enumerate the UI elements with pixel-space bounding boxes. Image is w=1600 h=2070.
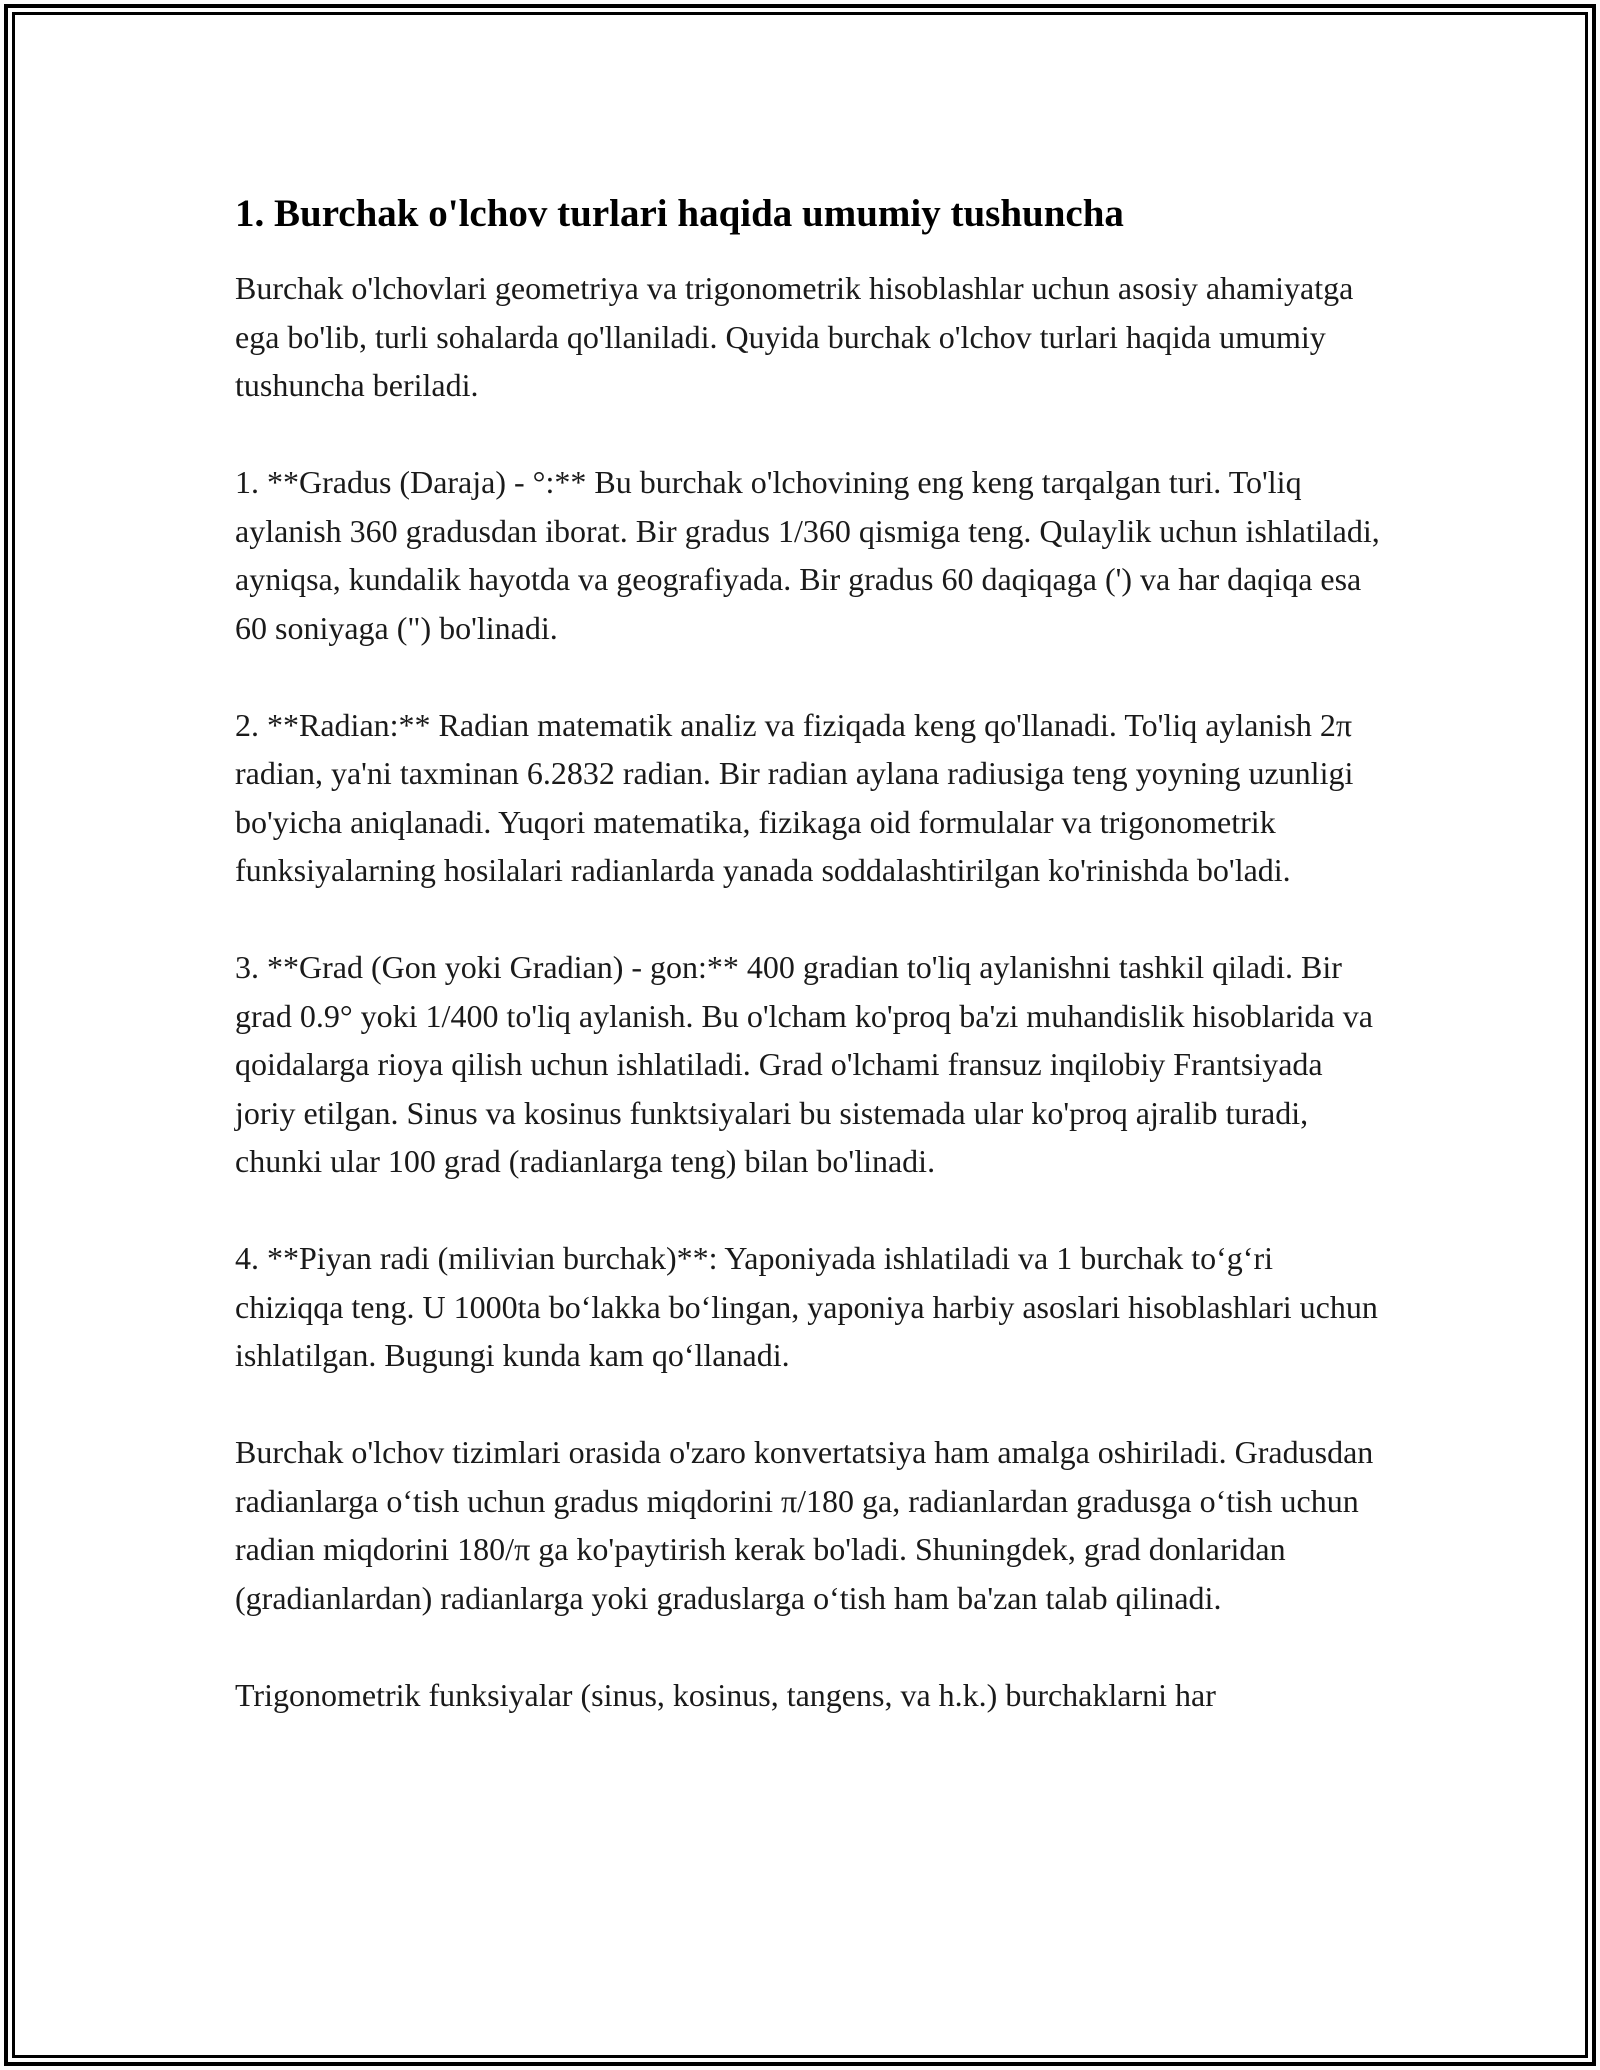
paragraph-grad: 3. **Grad (Gon yoki Gradian) - gon:** 400 gradian to'liq aylanishni tashkil qiladi. Bir grad 0.9° yoki 1/400 to'liq aylanish. Bu o'lcham ko'proq ba'zi muhandislik hisoblarida va qoidalarga rioya qilish uchun ishlatiladi. Grad o'lchami fransuz inqilobiy Frantsiyada joriy etilgan. Sinus va kosinus funktsiyalari bu sistemada ular ko'proq ajralib turadi, chunki ular 100 grad (radianlarga teng) bilan bo'linadi.	[235, 949, 1373, 1179]
intro-paragraph: Burchak o'lchovlari geometriya va trigonometrik hisoblashlar uchun asosiy ahamiyatga ega bo'lib, turli sohalarda qo'llaniladi. Quyida burchak o'lchov turlari haqida umumiy tushuncha beriladi.	[235, 270, 1354, 403]
paragraph-conversion: Burchak o'lchov tizimlari orasida o'zaro konvertatsiya ham amalga oshiriladi. Gradusdan radianlarga o‘tish uchun gradus miqdorini π/180 ga, radianlardan gradusga o‘tish uchun radian miqdorini 180/π ga ko'paytirish kerak bo'ladi. Shuningdek, grad donlaridan (gradianlardan) radianlarga yoki graduslarga o‘tish ham ba'zan talab qilinadi.	[235, 1434, 1374, 1616]
paragraph-piyan-radi: 4. **Piyan radi (milivian burchak)**: Yaponiyada ishlatiladi va 1 burchak to‘g‘ri chiziqqa teng. U 1000ta bo‘lakka bo‘lingan, yaponiya harbiy asoslari hisoblashlari uchun ishlatilgan. Bugungi kunda kam qo‘llanadi.	[235, 1240, 1378, 1373]
section-heading: 1. Burchak o'lchov turlari haqida umumiy tushuncha	[235, 192, 1124, 235]
document-body	[235, 190, 1385, 1768]
paragraph-gradus: 1. **Gradus (Daraja) - °:** Bu burchak o'lchovining eng keng tarqalgan turi. To'liq aylanish 360 gradusdan iborat. Bir gradus 1/360 qismiga teng. Qulaylik uchun ishlatiladi, ayniqsa, kundalik hayotda va geografiyada. Bir gradus 60 daqiqaga (') va har daqiqa esa 60 soniyaga (") bo'linadi.	[235, 464, 1380, 646]
paragraph-radian: 2. **Radian:** Radian matematik analiz va fiziqada keng qo'llanadi. To'liq aylanish 2π radian, ya'ni taxminan 6.2832 radian. Bir radian aylana radiusiga teng yoyning uzunligi bo'yicha aniqlanadi. Yuqori matematika, fizikaga oid formulalar va trigonometrik funksiyalarning hosilalari radianlarda yanada soddalashtirilgan ko'rinishda bo'ladi.	[235, 706, 1354, 888]
paragraph-trigonometric: Trigonometrik funksiyalar (sinus, kosinus, tangens, va h.k.) burchaklarni har	[235, 1676, 1216, 1713]
